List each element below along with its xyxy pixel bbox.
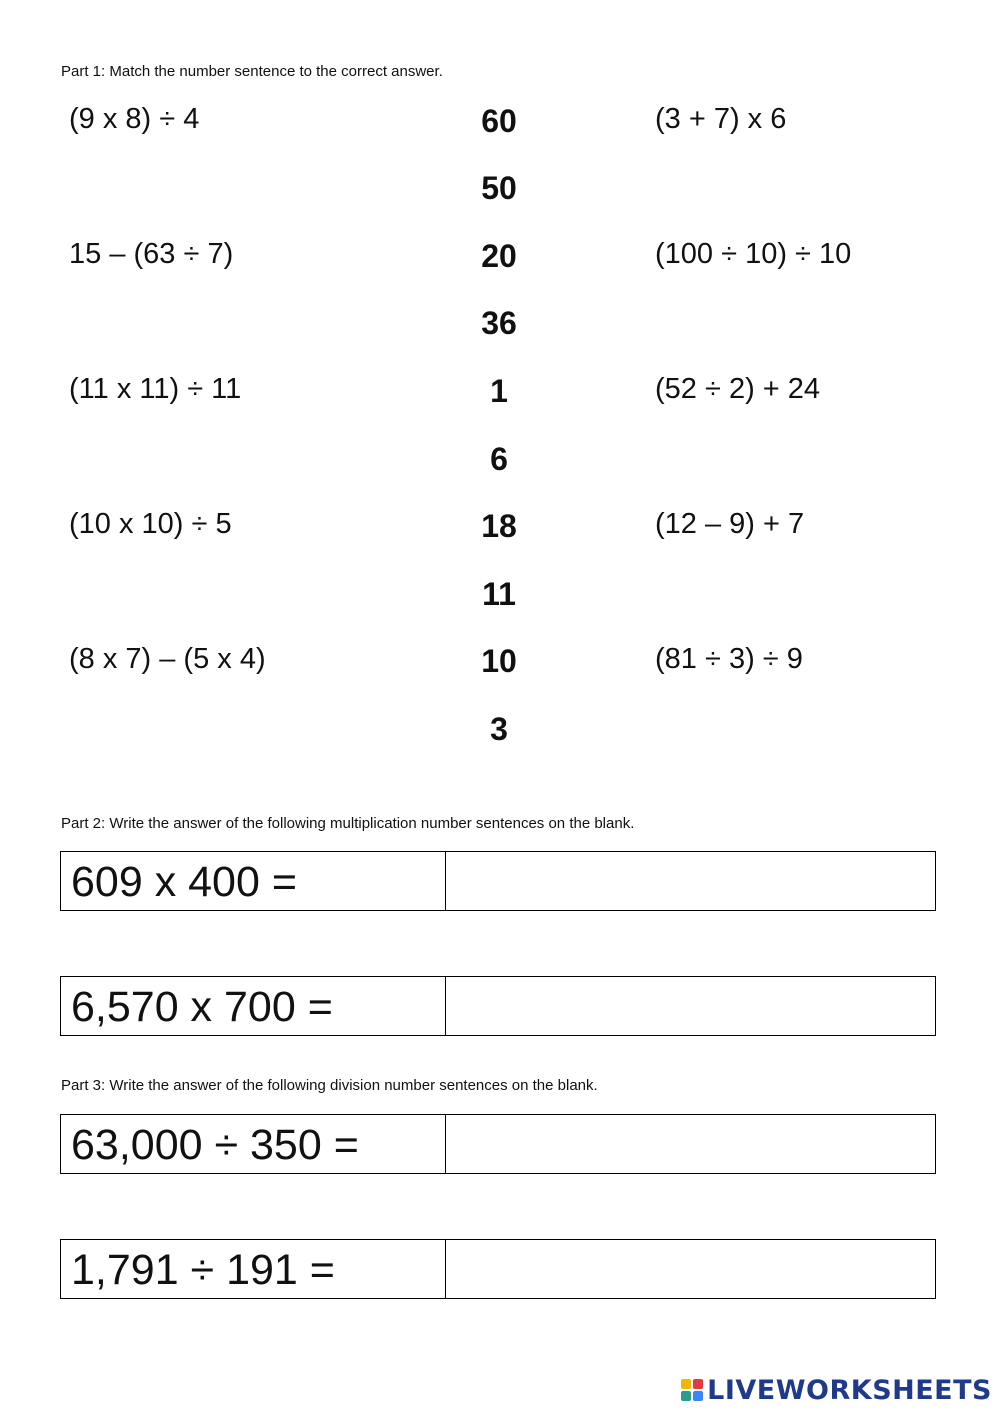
right-expression[interactable]: (81 ÷ 3) ÷ 9 bbox=[655, 643, 803, 675]
right-expression[interactable]: (52 ÷ 2) + 24 bbox=[655, 373, 821, 405]
left-expression[interactable]: (10 x 10) ÷ 5 bbox=[69, 508, 232, 540]
equation-text: 63,000 ÷ 350 = bbox=[61, 1115, 446, 1173]
part3-instruction: Part 3: Write the answer of the following division number sentences on the blank. bbox=[61, 1077, 598, 1094]
answer-option[interactable]: 11 bbox=[482, 576, 516, 612]
liveworksheets-logo bbox=[681, 1375, 992, 1405]
division-row bbox=[60, 1239, 936, 1299]
right-expression[interactable]: (100 ÷ 10) ÷ 10 bbox=[655, 238, 852, 270]
answer-option[interactable]: 20 bbox=[481, 238, 517, 274]
right-expression[interactable]: (3 + 7) x 6 bbox=[655, 103, 787, 135]
part1-instruction: Part 1: Match the number sentence to the correct answer. bbox=[61, 63, 443, 80]
answer-input[interactable] bbox=[446, 1115, 935, 1173]
multiplication-row bbox=[60, 976, 936, 1036]
right-expression[interactable]: (12 – 9) + 7 bbox=[655, 508, 805, 540]
left-expression[interactable]: 15 – (63 ÷ 7) bbox=[69, 238, 234, 270]
answer-input[interactable] bbox=[446, 977, 935, 1035]
division-row bbox=[60, 1114, 936, 1174]
multiplication-row bbox=[60, 851, 936, 911]
left-expression[interactable]: (8 x 7) – (5 x 4) bbox=[69, 643, 266, 675]
brand-name: LIVEWORKSHEETS bbox=[707, 1374, 992, 1406]
equation-text: 1,791 ÷ 191 = bbox=[61, 1240, 446, 1298]
answer-option[interactable]: 10 bbox=[481, 643, 517, 679]
answer-option[interactable]: 60 bbox=[481, 103, 517, 139]
left-expression[interactable]: (11 x 11) ÷ 11 bbox=[69, 373, 242, 405]
brand-squares-icon bbox=[681, 1379, 703, 1401]
answer-input[interactable] bbox=[446, 1240, 935, 1298]
equation-text: 609 x 400 = bbox=[61, 852, 446, 910]
part2-instruction: Part 2: Write the answer of the following multiplication number sentences on the blank. bbox=[61, 815, 635, 832]
answer-option[interactable]: 18 bbox=[481, 508, 517, 544]
equation-text: 6,570 x 700 = bbox=[61, 977, 446, 1035]
answer-option[interactable]: 6 bbox=[490, 441, 508, 477]
left-expression[interactable]: (9 x 8) ÷ 4 bbox=[69, 103, 200, 135]
answer-input[interactable] bbox=[446, 852, 935, 910]
answer-option[interactable]: 3 bbox=[490, 711, 508, 747]
answer-option[interactable]: 36 bbox=[481, 305, 517, 341]
answer-option[interactable]: 50 bbox=[481, 170, 517, 206]
answer-option[interactable]: 1 bbox=[490, 373, 508, 409]
